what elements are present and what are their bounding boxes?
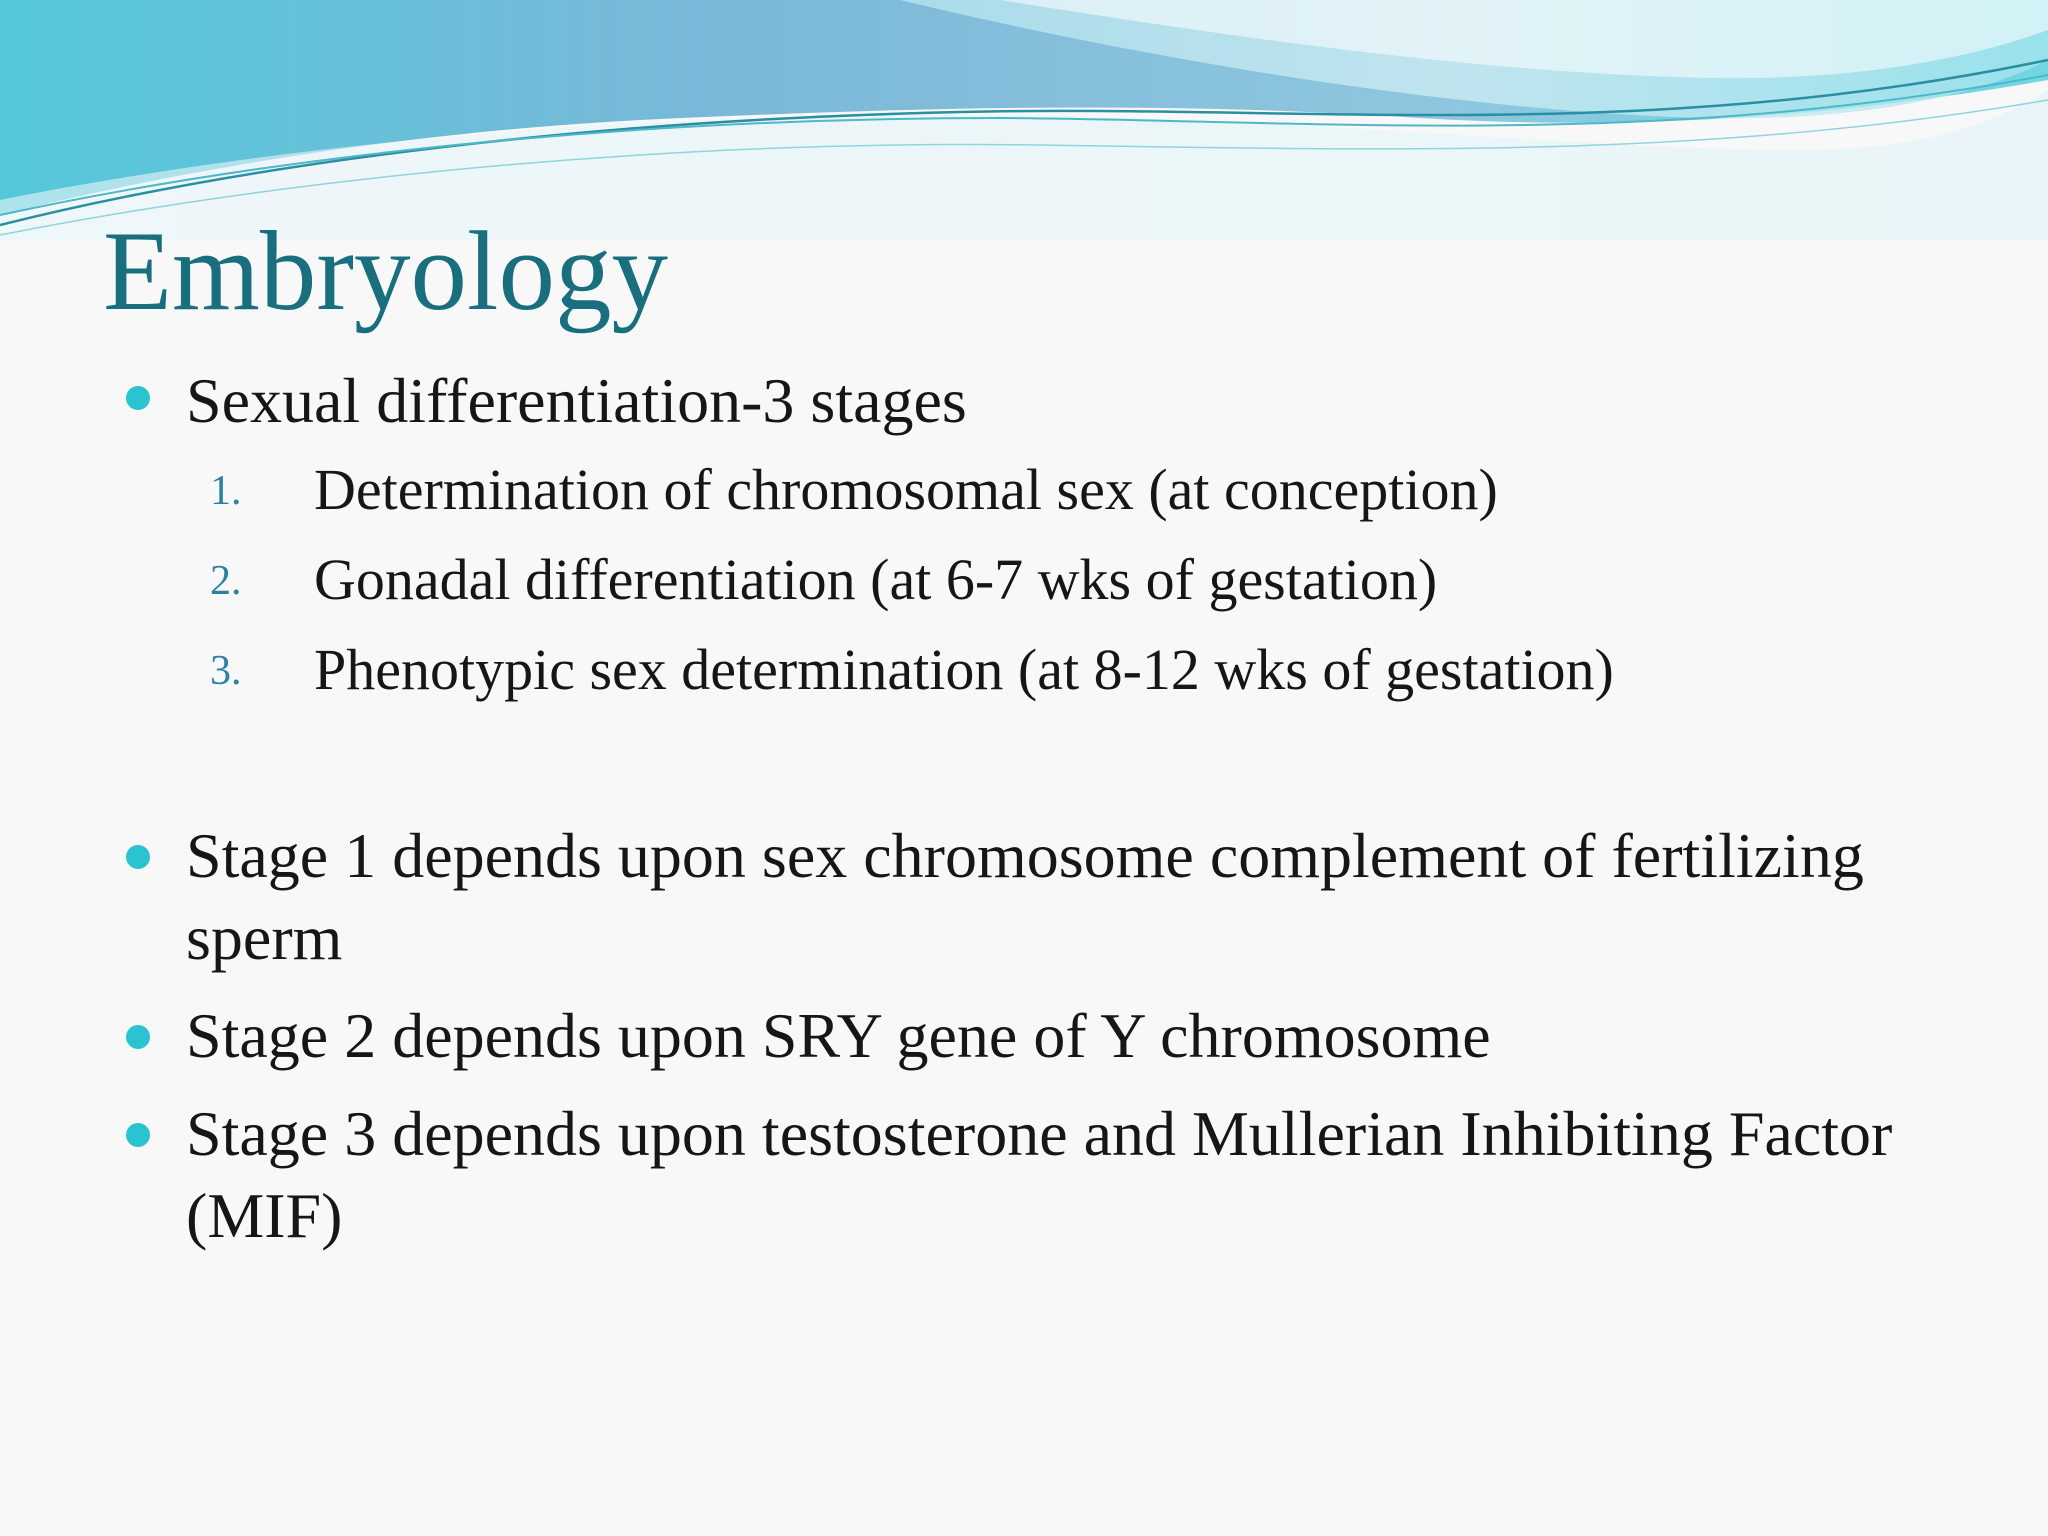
bullet-text: Stage 1 depends upon sex chromosome complement of fertilizing sperm <box>186 820 1864 973</box>
bullet-dot-icon <box>126 1025 150 1049</box>
numbered-item-2 <box>210 545 1910 625</box>
item-text: Determination of chromosomal sex (at conception) <box>314 457 1498 522</box>
bullet-dot-icon <box>126 386 150 410</box>
item-number: 2. <box>210 558 242 604</box>
bullet-text: Stage 2 depends upon SRY gene of Y chromosome <box>186 1000 1491 1071</box>
item-number: 1. <box>210 468 242 514</box>
slide-title: Embryology <box>103 209 668 334</box>
header-wave-decoration <box>0 0 2048 240</box>
item-text: Gonadal differentiation (at 6-7 wks of gestation) <box>314 547 1438 612</box>
bullet-text: Sexual differentiation-3 stages <box>186 365 967 436</box>
bullet-dot-icon <box>126 1123 150 1147</box>
bullet-dot-icon <box>126 845 150 869</box>
item-number: 3. <box>210 648 242 694</box>
numbered-item-3 <box>210 635 1910 715</box>
item-text: Phenotypic sex determination (at 8-12 wks of gestation) <box>314 637 1614 702</box>
bullet-text: Stage 3 depends upon testosterone and Mullerian Inhibiting Factor (MIF) <box>186 1098 1893 1251</box>
numbered-item-1 <box>210 455 1910 535</box>
